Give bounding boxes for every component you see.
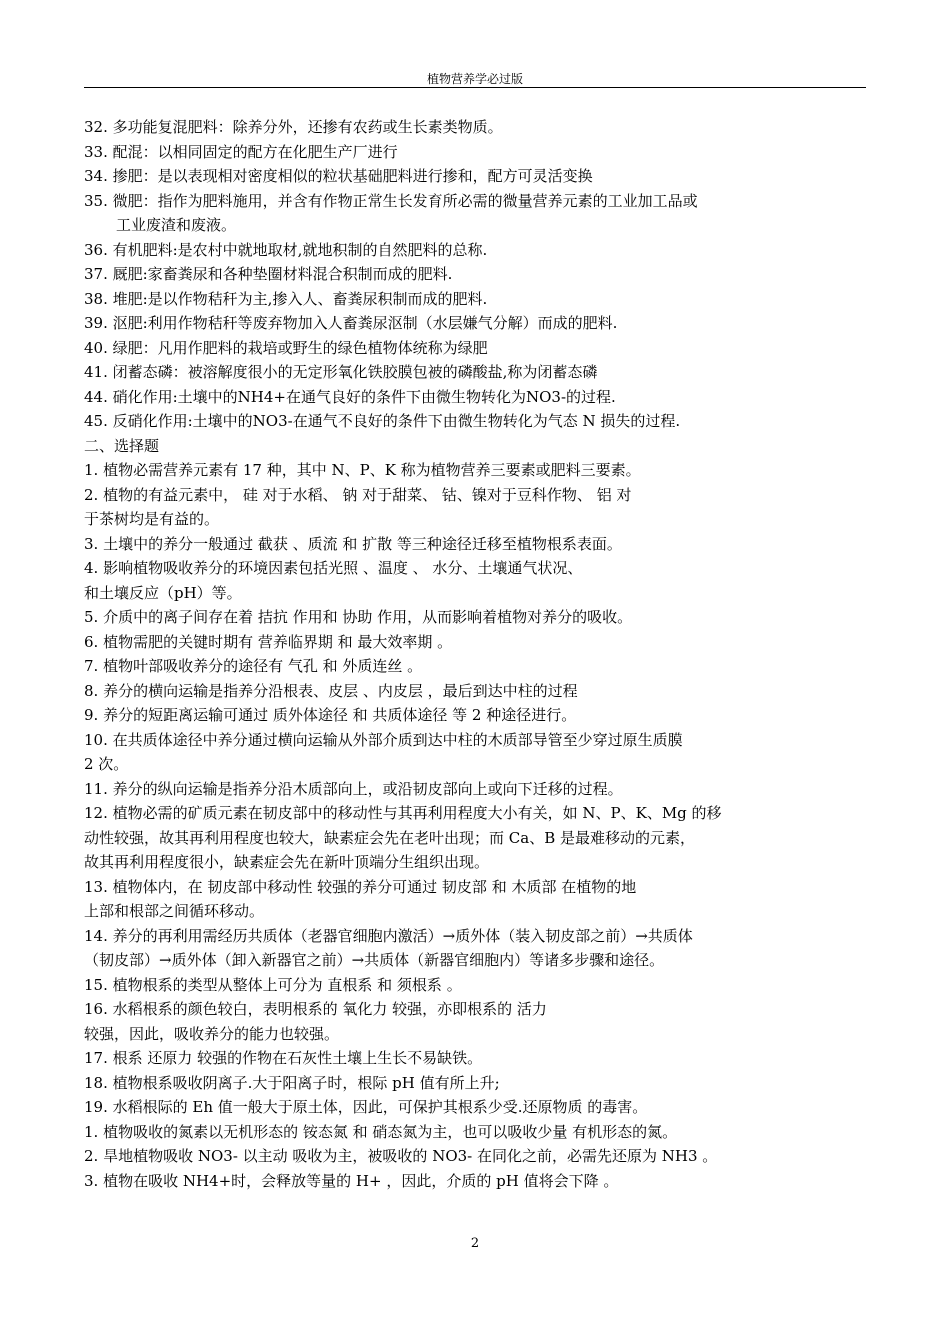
question-line: 5. 介质中的离子间存在着 拮抗 作用和 协助 作用，从而影响着植物对养分的吸收。 (84, 608, 633, 626)
question-line: 和土壤反应（pH）等。 (84, 583, 242, 602)
question-line: 3. 土壤中的养分一般通过 截获 、质流 和 扩散 等三种途径迁移至植物根系表面。 (84, 534, 622, 553)
question-line: 1. 植物吸收的氮素以无机形态的 铵态氮 和 硝态氮为主，也可以吸收少量 有机形态的氮。 (84, 1122, 678, 1141)
question-line: 10. 在共质体途径中养分通过横向运输从外部介质到达中柱的木质部导管至少穿过原生质膜 (84, 730, 683, 749)
question-line: 故其再利用程度很小，缺素症会先在新叶顶端分生组织出现。 (84, 853, 490, 871)
page-number: 2 (470, 1236, 480, 1251)
question-line: 2. 旱地植物吸收 NO3- 以主动 吸收为主，被吸收的 NO3- 在同化之前，必需先还原为 NH3 。 (84, 1147, 718, 1165)
question-line: 上部和根部之间循环移动。 (84, 902, 265, 920)
question-line: 11. 养分的纵向运输是指养分沿木质部向上，或沿韧皮部向上或向下迁移的过程。 (84, 779, 623, 798)
question-line: 于茶树均是有益的。 (84, 510, 220, 528)
question-line: 13. 植物体内，在 韧皮部中移动性 较强的养分可通过 韧皮部 和 木质部 在植物的地 (84, 877, 637, 896)
question-line: 19. 水稻根际的 Eh 值一般大于原土体，因此，可保护其根系少受.还原物质 的毒害。 (84, 1098, 648, 1116)
text-line: 38. 堆肥:是以作物秸秆为主,掺入人、畜粪尿积制而成的肥料. (84, 289, 488, 308)
text-line: 37. 厩肥:家畜粪尿和各种垫圈材料混合积制而成的肥料. (84, 265, 453, 283)
text-line: 工业废渣和废液。 (116, 216, 237, 234)
text-line: 41. 闭蓄态磷：被溶解度很小的无定形氧化铁胶膜包被的磷酸盐,称为闭蓄态磷 (84, 363, 598, 381)
question-line: 2 次。 (84, 755, 129, 773)
question-line: 6. 植物需肥的关键时期有 营养临界期 和 最大效率期 。 (84, 632, 453, 651)
document-body (84, 115, 866, 1193)
question-line: 2. 植物的有益元素中， 硅 对于水稻、 钠 对于甜菜、 钴、镍对于豆科作物、 铝 对 (84, 485, 632, 504)
text-line: 32. 多功能复混肥料：除养分外，还掺有农药或生长素类物质。 (84, 118, 503, 136)
text-line: 35. 微肥：指作为肥料施用，并含有作物正常生长发育所必需的微量营养元素的工业加工品或 (84, 191, 698, 210)
question-line: 18. 植物根系吸收阴离子.大于阳离子时，根际 pH 值有所上升; (84, 1073, 500, 1092)
text-line: 40. 绿肥：凡用作肥料的栽培或野生的绿色植物体统称为绿肥 (84, 338, 488, 357)
question-line: 7. 植物叶部吸收养分的途径有 气孔 和 外质连丝 。 (84, 657, 423, 675)
text-line: 33. 配混：以相同固定的配方在化肥生产厂进行 (84, 142, 398, 161)
question-line: 1. 植物必需营养元素有 17 种，其中 N、P、K 称为植物营养三要素或肥料三要素。 (84, 461, 641, 479)
text-line: 44. 硝化作用:土壤中的NH4+在通气良好的条件下由微生物转化为NO3-的过程. (84, 387, 616, 406)
question-line: 9. 养分的短距离运输可通过 质外体途径 和 共质体途径 等 2 种途径进行。 (84, 706, 577, 724)
text-line: 34. 掺肥：是以表现相对密度相似的粒状基础肥料进行掺和，配方可灵活变换 (84, 167, 593, 185)
text-line: 45. 反硝化作用:土壤中的NO3-在通气不良好的条件下由微生物转化为气态 N 损失的过程. (84, 412, 681, 430)
question-line: 12. 植物必需的矿质元素在韧皮部中的移动性与其再利用程度大小有关，如 N、P、K、Mg 的移 (84, 804, 722, 822)
question-line: 动性较强，故其再利用程度也较大，缺素症会先在老叶出现；而 Ca、B 是最难移动的元素， (84, 828, 695, 847)
text-line: 39. 沤肥:利用作物秸秆等废弃物加入人畜粪尿沤制（水层嫌气分解）而成的肥料. (84, 314, 618, 332)
question-line: 15. 植物根系的类型从整体上可分为 直根系 和 须根系 。 (84, 975, 462, 994)
page-header: 植物营养学必过版 (426, 72, 523, 86)
section-heading: 二、选择题 (84, 436, 160, 455)
question-line: 3. 植物在吸收 NH4+时，会释放等量的 H+ ，因此，介质的 pH 值将会下降 。 (84, 1171, 619, 1190)
question-line: （韧皮部）→质外体（卸入新器官之前）→共质体（新器官细胞内）等诸多步骤和途径。 (84, 951, 665, 969)
question-line: 16. 水稻根系的颜色较白，表明根系的 氧化力 较强，亦即根系的 活力 (84, 1000, 547, 1018)
text-line: 36. 有机肥料:是农村中就地取材,就地积制的自然肥料的总称. (84, 240, 488, 259)
question-line: 17. 根系 还原力 较强的作物在石灰性土壤上生长不易缺铁。 (84, 1049, 483, 1067)
question-line: 4. 影响植物吸收养分的环境因素包括光照 、温度 、 水分、土壤通气状况、 (84, 559, 583, 577)
question-line: 8. 养分的横向运输是指养分沿根表、皮层 、内皮层 ，最后到达中柱的过程 (84, 681, 578, 700)
question-line: 14. 养分的再利用需经历共质体（老器官细胞内激活）→质外体（装入韧皮部之前）→共质体 (84, 926, 693, 945)
header-divider (84, 87, 866, 88)
question-line: 较强，因此，吸收养分的能力也较强。 (84, 1024, 340, 1043)
